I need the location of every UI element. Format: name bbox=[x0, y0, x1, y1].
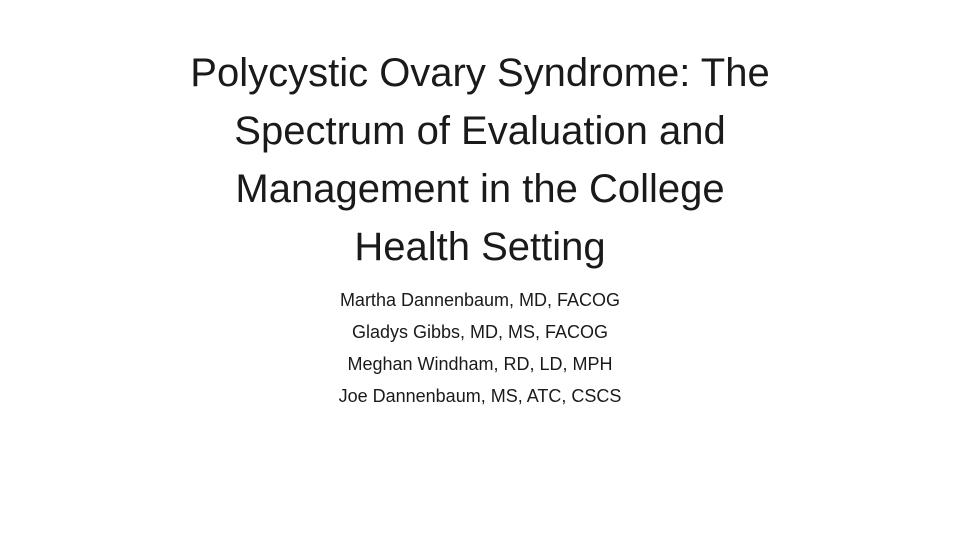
author-name: Meghan Windham, RD, LD, MPH bbox=[347, 354, 613, 374]
author-name: Gladys Gibbs, MD, MS, FACOG bbox=[351, 322, 609, 342]
title-line: Health Setting bbox=[354, 225, 606, 269]
slide-title bbox=[80, 44, 880, 276]
author-name: Joe Dannenbaum, MS, ATC, CSCS bbox=[338, 386, 622, 406]
title-line: Management in the College bbox=[235, 167, 725, 211]
author-name: Martha Dannenbaum, MD, FACOG bbox=[339, 290, 621, 310]
author-list bbox=[180, 284, 780, 412]
title-line: Spectrum of Evaluation and bbox=[234, 109, 726, 153]
title-line: Polycystic Ovary Syndrome: The bbox=[190, 51, 770, 95]
